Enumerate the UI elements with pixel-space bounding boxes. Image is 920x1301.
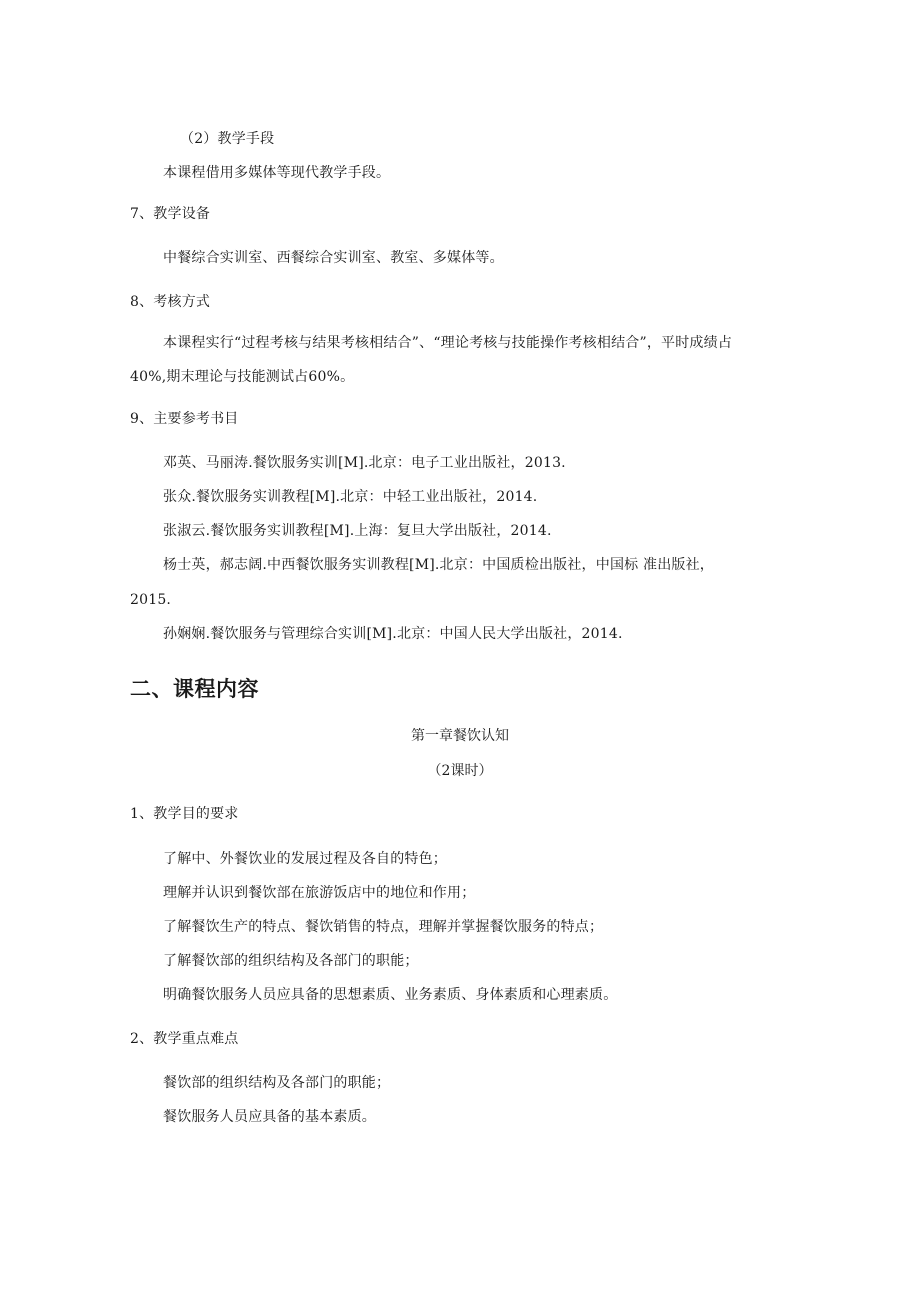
chapter-hours: （2课时） — [427, 763, 493, 779]
reference-item: 孙娴娴.餐饮服务与管理综合实训[M].北京：中国人民大学出版社，2014. — [163, 626, 623, 642]
reference-item: 张众.餐饮服务实训教程[M].北京：中轻工业出版社，2014. — [163, 489, 538, 505]
reference-item: 杨士英，郝志阔.中西餐饮服务实训教程[M].北京：中国质检出版社，中国标 准出版社， — [163, 557, 715, 573]
teaching-method-heading: （2）教学手段 — [180, 131, 275, 147]
goal-item: 明确餐饮服务人员应具备的思想素质、业务素质、身体素质和心理素质。 — [163, 987, 618, 1003]
goal-item: 了解餐饮部的组织结构及各部门的职能； — [163, 953, 419, 969]
reference-item: 张淑云.餐饮服务实训教程[M].上海：复旦大学出版社，2014. — [163, 523, 552, 539]
equipment-heading: 7、教学设备 — [130, 206, 211, 222]
chapter-title: 第一章餐饮认知 — [411, 728, 509, 744]
assessment-heading: 8、考核方式 — [130, 294, 211, 310]
goals-heading: 1、教学目的要求 — [130, 806, 239, 822]
reference-item-continuation: 2015. — [130, 592, 172, 608]
goal-item: 理解并认识到餐饮部在旅游饭店中的地位和作用； — [163, 885, 476, 901]
reference-item: 邓英、马丽涛.餐饮服务实训[M].北京：电子工业出版社，2013. — [163, 455, 566, 471]
goal-item: 了解餐饮生产的特点、餐饮销售的特点，理解并掌握餐饮服务的特点； — [163, 919, 604, 935]
key-point-item: 餐饮部的组织结构及各部门的职能； — [163, 1075, 391, 1091]
references-heading: 9、主要参考书目 — [130, 411, 239, 427]
equipment-text: 中餐综合实训室、西餐综合实训室、教室、多媒体等。 — [163, 250, 504, 266]
key-points-heading: 2、教学重点难点 — [130, 1031, 239, 1047]
section-title: 二、课程内容 — [130, 677, 259, 701]
assessment-text-line-1: 本课程实行“过程考核与结果考核相结合”、“理论考核与技能操作考核相结合”，平时成绩占 — [163, 335, 733, 351]
goal-item: 了解中、外餐饮业的发展过程及各自的特色； — [163, 851, 447, 867]
key-point-item: 餐饮服务人员应具备的基本素质。 — [163, 1109, 376, 1125]
assessment-text-line-2: 40%,期末理论与技能测试占60%。 — [130, 369, 355, 385]
teaching-method-text: 本课程借用多媒体等现代教学手段。 — [163, 165, 391, 181]
